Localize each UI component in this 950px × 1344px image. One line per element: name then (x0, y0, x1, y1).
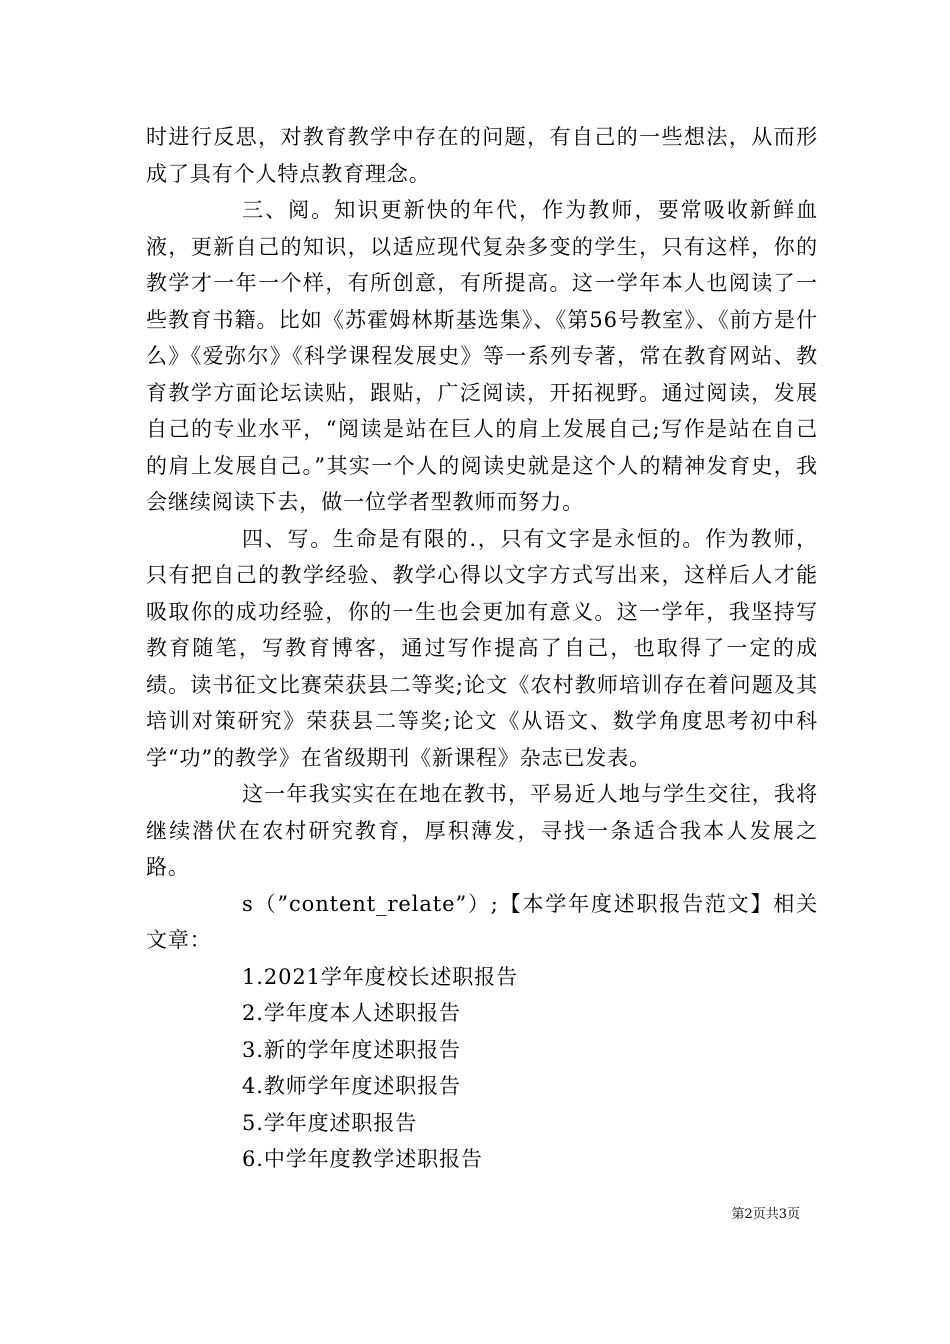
related-article-item[interactable]: 1.2021学年度校长述职报告 (242, 964, 518, 989)
related-article-item[interactable]: 2.学年度本人述职报告 (242, 1001, 461, 1025)
related-article-item[interactable]: 5.学年度述职报告 (242, 1110, 418, 1135)
paragraph-reading: 三、阅。知识更新快的年代，作为教师，要常吸收新鲜血液，更新自己的知识，以适应现代复杂多变的学生，只有这样，你的教学才一年一个样，有所创意，有所提高。这一学年本人也阅读了一些教育书籍。比如《苏霍姆林斯基选集》、《第56号教室》、《前方是什么》《爱弥尔》《科学课程发展史》等一系列专著，常在教育网站、教育教学方面论坛读贴，跟贴，广泛阅读，开拓视野。通过阅读，发展自己的专业水平，“阅读是站在巨人的肩上发展自己;写作是站在自己的肩上发展自己。”其实一个人的阅读史就是这个人的精神发育史，我会继续阅读下去，做一位学者型教师而努力。 (146, 198, 818, 514)
related-article-item[interactable]: 4.教师学年度述职报告 (242, 1074, 461, 1098)
document-body (146, 119, 818, 1178)
related-articles-list (146, 959, 818, 1178)
related-article-item[interactable]: 3.新的学年度述职报告 (242, 1037, 461, 1062)
page-number-footer: 第2页共3页 (731, 1207, 800, 1222)
paragraph-reflection-continued: 时进行反思，对教育教学中存在的问题，有自己的一些想法，从而形成了具有个人特点教育理念。 (146, 125, 818, 186)
paragraph-conclusion: 这一年我实实在在地在教书，平易近人地与学生交往，我将继续潜伏在农村研究教育，厚积薄发，寻找一条适合我本人发展之路。 (146, 782, 818, 879)
related-article-item[interactable]: 6.中学年度教学述职报告 (242, 1147, 483, 1171)
paragraph-writing: 四、写。生命是有限的.，只有文字是永恒的。作为教师，只有把自己的教学经验、教学心得以文字方式写出来，这样后人才能吸取你的成功经验，你的一生也会更加有意义。这一学年，我坚持写教育随笔，写教育博客，通过写作提高了自己，也取得了一定的成绩。读书征文比赛荣获县二等奖;论文《农村教师培训存在着问题及其培训对策研究》荣获县二等奖;论文《从语文、数学角度思考初中科学“功”的教学》在省级期刊《新课程》杂志已发表。 (146, 526, 818, 770)
paragraph-related-heading: s（”content_relate”）;【本学年度述职报告范文】相关文章： (146, 891, 818, 952)
